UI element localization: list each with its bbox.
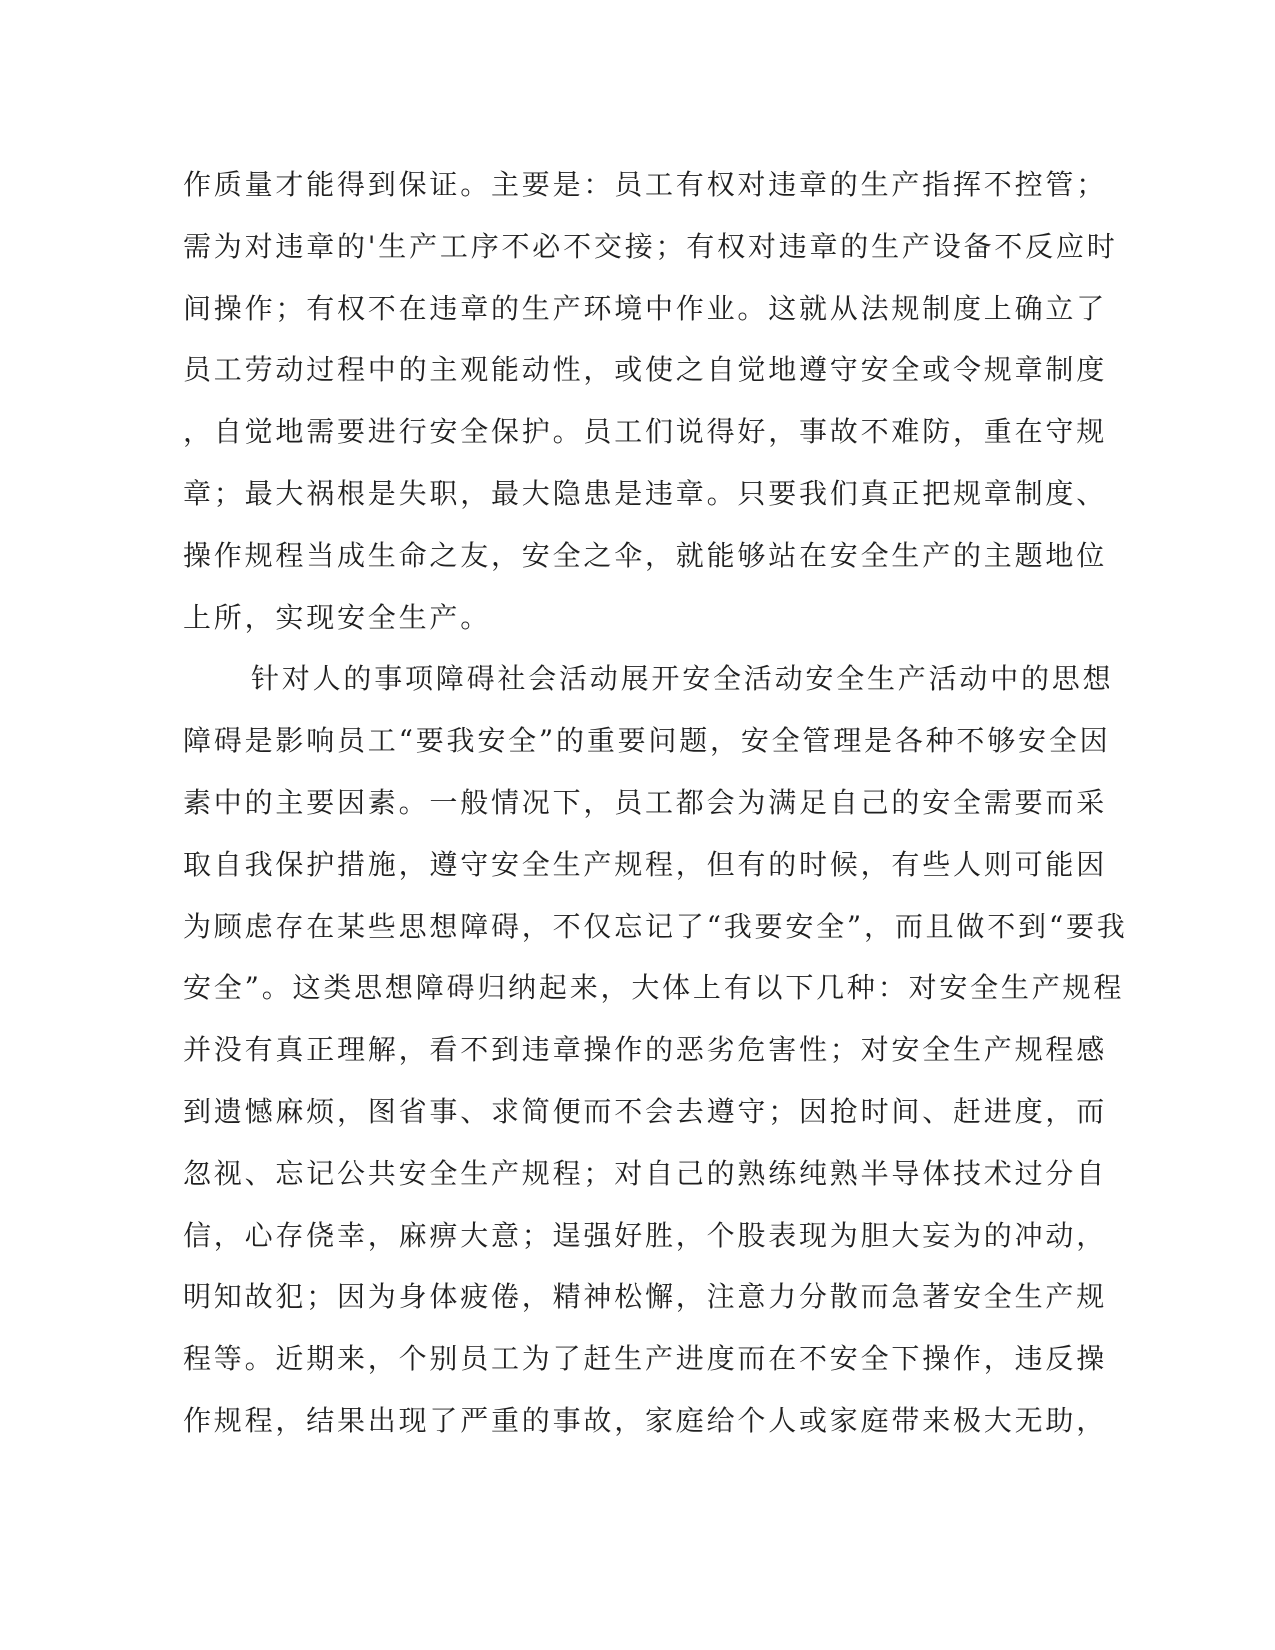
text-line: 作质量才能得到保证。主要是：员工有权对违章的生产指挥不控管； <box>183 168 1108 201</box>
text-line: 安全”。这类思想障碍归纳起来，大体上有以下几种：对安全生产规程 <box>183 971 1125 1005</box>
text-line: 作规程，结果出现了严重的事故，家庭给个人或家庭带来极大无助， <box>183 1403 1108 1437</box>
document-body <box>183 154 1128 1452</box>
text-line: 章；最大祸根是失职，最大隐患是违章。只要我们真正把规章制度、 <box>183 476 1108 510</box>
text-line: 取自我保护措施，遵守安全生产规程，但有的时候，有些人则可能因 <box>183 847 1108 881</box>
text-line: 上所，实现安全生产。 <box>183 600 492 634</box>
text-line: 程等。近期来，个别员工为了赶生产进度而在不安全下操作，违反操 <box>183 1342 1108 1376</box>
text-line: 信，心存侥幸，麻痹大意；逞强好胜，个股表现为胆大妄为的冲动， <box>183 1218 1108 1252</box>
text-line: 间操作；有权不在违章的生产环境中作业。这就从法规制度上确立了 <box>183 291 1108 325</box>
text-line: 为顾虑存在某些思想障碍，不仅忘记了“我要安全”，而且做不到“要我 <box>183 909 1128 943</box>
text-line: 障碍是影响员工“要我安全”的重要问题，安全管理是各种不够安全因 <box>183 724 1111 758</box>
text-line: 素中的主要因素。一般情况下，员工都会为满足自己的安全需要而采 <box>183 785 1108 819</box>
text-line: 忽视、忘记公共安全生产规程；对自己的熟练纯熟半导体技术过分自 <box>183 1156 1108 1190</box>
text-line: 操作规程当成生命之友，安全之伞，就能够站在安全生产的主题地位 <box>183 538 1108 572</box>
text-line: 需为对违章的'生产工序不必不交接；有权对违章的生产设备不反应时 <box>183 229 1118 263</box>
text-line: 明知故犯；因为身体疲倦，精神松懈，注意力分散而急著安全生产规 <box>183 1280 1108 1314</box>
text-line: ，自觉地需要进行安全保护。员工们说得好，事故不难防，重在守规 <box>183 415 1108 449</box>
paragraph-first-line: 针对人的事项障碍社会活动展开安全活动安全生产活动中的思想 <box>251 662 1114 696</box>
text-line: 到遗憾麻烦，图省事、求简便而不会去遵守；因抢时间、赶进度，而 <box>183 1094 1108 1128</box>
text-line: 员工劳动过程中的主观能动性，或使之自觉地遵守安全或令规章制度 <box>183 353 1108 387</box>
text-line: 并没有真正理解，看不到违章操作的恶劣危害性；对安全生产规程感 <box>183 1033 1108 1067</box>
